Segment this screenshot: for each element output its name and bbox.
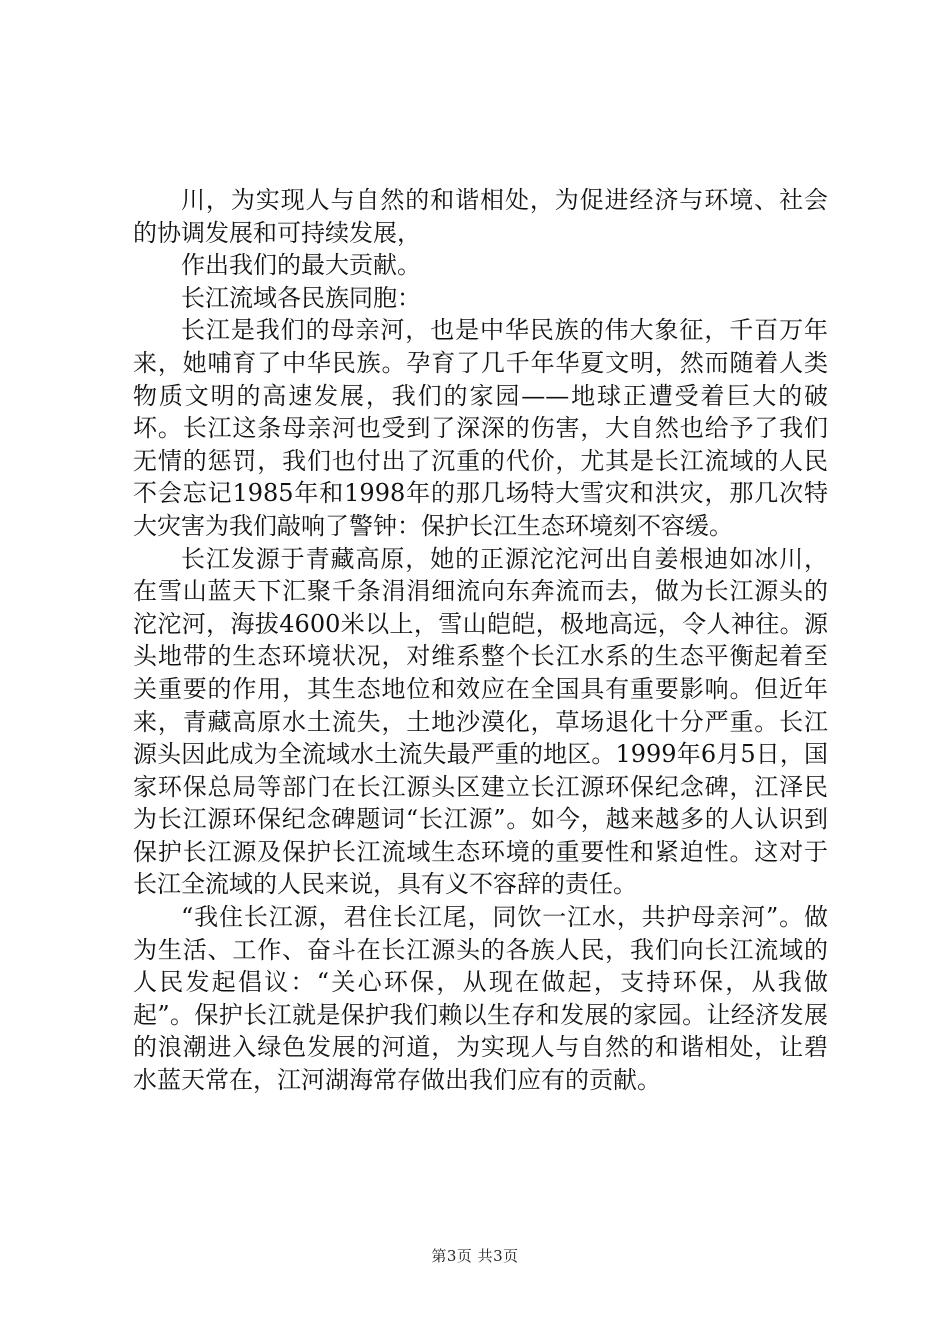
page-number: 第3页 共3页 bbox=[431, 1247, 519, 1265]
paragraph-salutation: 长江流域各民族同胞： bbox=[181, 283, 421, 312]
paragraph-river-source: 长江发源于青藏高原，她的正源沱沱河出自姜根迪如冰川，在雪山蓝天下汇聚千条涓涓细流向东奔流而去，做为长江源头的沱沱河，海拔4600米以上，雪山皑皑，极地高远，令人神往。源头地带的生态环境状况，对维系整个长江水系的生态平衡起着至关重要的作用，其生态地位和效应在全国具有重要影响。但近年来，青藏高原水土流失，土地沙漠化，草场退化十分严重。长江源头因此成为全流域水土流失最严重的地区。1999年6月5日，国家环保总局等部门在长江源头区建立长江源环保纪念碑，江泽民为长江源环保纪念碑题词“长江源”。如今，越来越多的人认识到保护长江源及保护长江流域生态环境的重要性和紧迫性。这对于长江全流域的人民来说，具有义不容辞的责任。 bbox=[133, 544, 828, 899]
paragraph-appeal: “我住长江源，君住长江尾，同饮一江水，共护母亲河”。做为生活、工作、奋斗在长江源头的各族人民，我们向长江流域的人民发起倡议：“关心环保，从现在做起，支持环保，从我做起”。保护长江就是保护我们赖以生存和发展的家园。让经济发展的浪潮进入绿色发展的河道，为实现人与自然的和谐相处，让碧水蓝天常在，江河湖海常存做出我们应有的贡献。 bbox=[133, 903, 828, 1095]
paragraph-closing: 作出我们的最大贡献。 bbox=[181, 251, 421, 280]
paragraph-continuation: 川，为实现人与自然的和谐相处，为促进经济与环境、社会的协调发展和可持续发展， bbox=[133, 186, 828, 247]
document-body bbox=[133, 184, 828, 1097]
paragraph-mother-river: 长江是我们的母亲河，也是中华民族的伟大象征，千百万年来，她哺育了中华民族。孕育了几千年华夏文明，然而随着人类物质文明的高速发展，我们的家园——地球正遭受着巨大的破坏。长江这条母亲河也受到了深深的伤害，大自然也给予了我们无情的惩罚，我们也付出了沉重的代价，尤其是长江流域的人民不会忘记1985年和1998年的那几场特大雪灾和洪灾，那几次特大灾害为我们敲响了警钟：保护长江生态环境刻不容缓。 bbox=[133, 316, 828, 540]
